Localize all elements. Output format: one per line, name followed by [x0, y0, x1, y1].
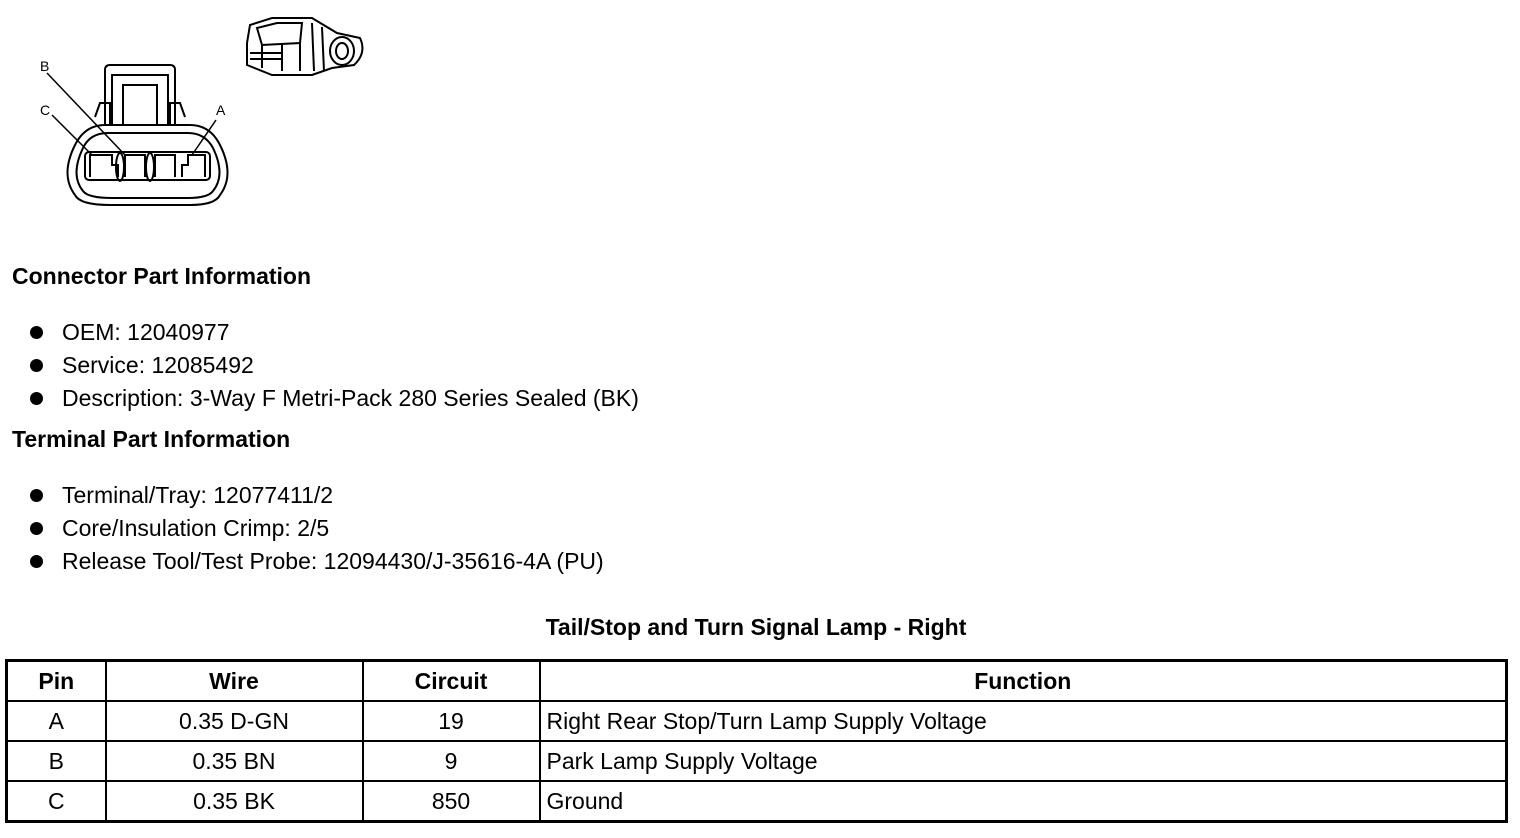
terminal-part-heading: Terminal Part Information — [12, 426, 291, 452]
service-text: Service: 12085492 — [62, 352, 254, 378]
cell-pin: B — [7, 741, 106, 781]
list-item — [30, 316, 639, 349]
pinout-table — [5, 659, 1508, 823]
table-row — [7, 781, 1507, 822]
crimp-text: Core/Insulation Crimp: 2/5 — [62, 515, 330, 541]
connector-part-list — [30, 316, 639, 415]
cell-circuit: 19 — [363, 701, 540, 741]
table-header-row — [7, 661, 1507, 702]
table-row — [7, 741, 1507, 781]
oem-text: OEM: 12040977 — [62, 319, 230, 345]
bullet-icon — [30, 326, 43, 339]
cell-function: Right Rear Stop/Turn Lamp Supply Voltage — [540, 701, 1507, 741]
pin-c-callout: C — [40, 102, 51, 118]
description-text: Description: 3-Way F Metri-Pack 280 Series Sealed (BK) — [62, 385, 639, 411]
pin-b-callout: B — [40, 58, 50, 74]
cell-wire: 0.35 D-GN — [106, 701, 363, 741]
cell-wire: 0.35 BK — [106, 781, 363, 822]
cell-circuit: 850 — [363, 781, 540, 822]
terminal-part-list — [30, 479, 604, 578]
list-item — [30, 479, 604, 512]
header-wire: Wire — [106, 661, 363, 702]
list-item — [30, 382, 639, 415]
release-tool-text: Release Tool/Test Probe: 12094430/J-35616-4A (PU) — [62, 548, 604, 574]
list-item — [30, 512, 604, 545]
bullet-icon — [30, 489, 43, 502]
list-item — [30, 545, 604, 578]
connector-illustration — [30, 5, 370, 220]
cell-pin: C — [7, 781, 106, 822]
list-item — [30, 349, 639, 382]
terminal-tray-text: Terminal/Tray: 12077411/2 — [62, 482, 334, 508]
bullet-icon — [30, 522, 43, 535]
table-title: Tail/Stop and Turn Signal Lamp - Right — [545, 614, 967, 640]
cell-pin: A — [7, 701, 106, 741]
connector-drawing — [30, 5, 370, 220]
connector-part-heading: Connector Part Information — [12, 263, 312, 289]
table-row — [7, 701, 1507, 741]
bullet-icon — [30, 555, 43, 568]
cell-wire: 0.35 BN — [106, 741, 363, 781]
pin-a-callout: A — [216, 102, 226, 118]
header-circuit: Circuit — [363, 661, 540, 702]
header-pin: Pin — [7, 661, 106, 702]
bullet-icon — [30, 392, 43, 405]
cell-function: Park Lamp Supply Voltage — [540, 741, 1507, 781]
cell-circuit: 9 — [363, 741, 540, 781]
header-function: Function — [540, 661, 1507, 702]
bullet-icon — [30, 359, 43, 372]
cell-function: Ground — [540, 781, 1507, 822]
